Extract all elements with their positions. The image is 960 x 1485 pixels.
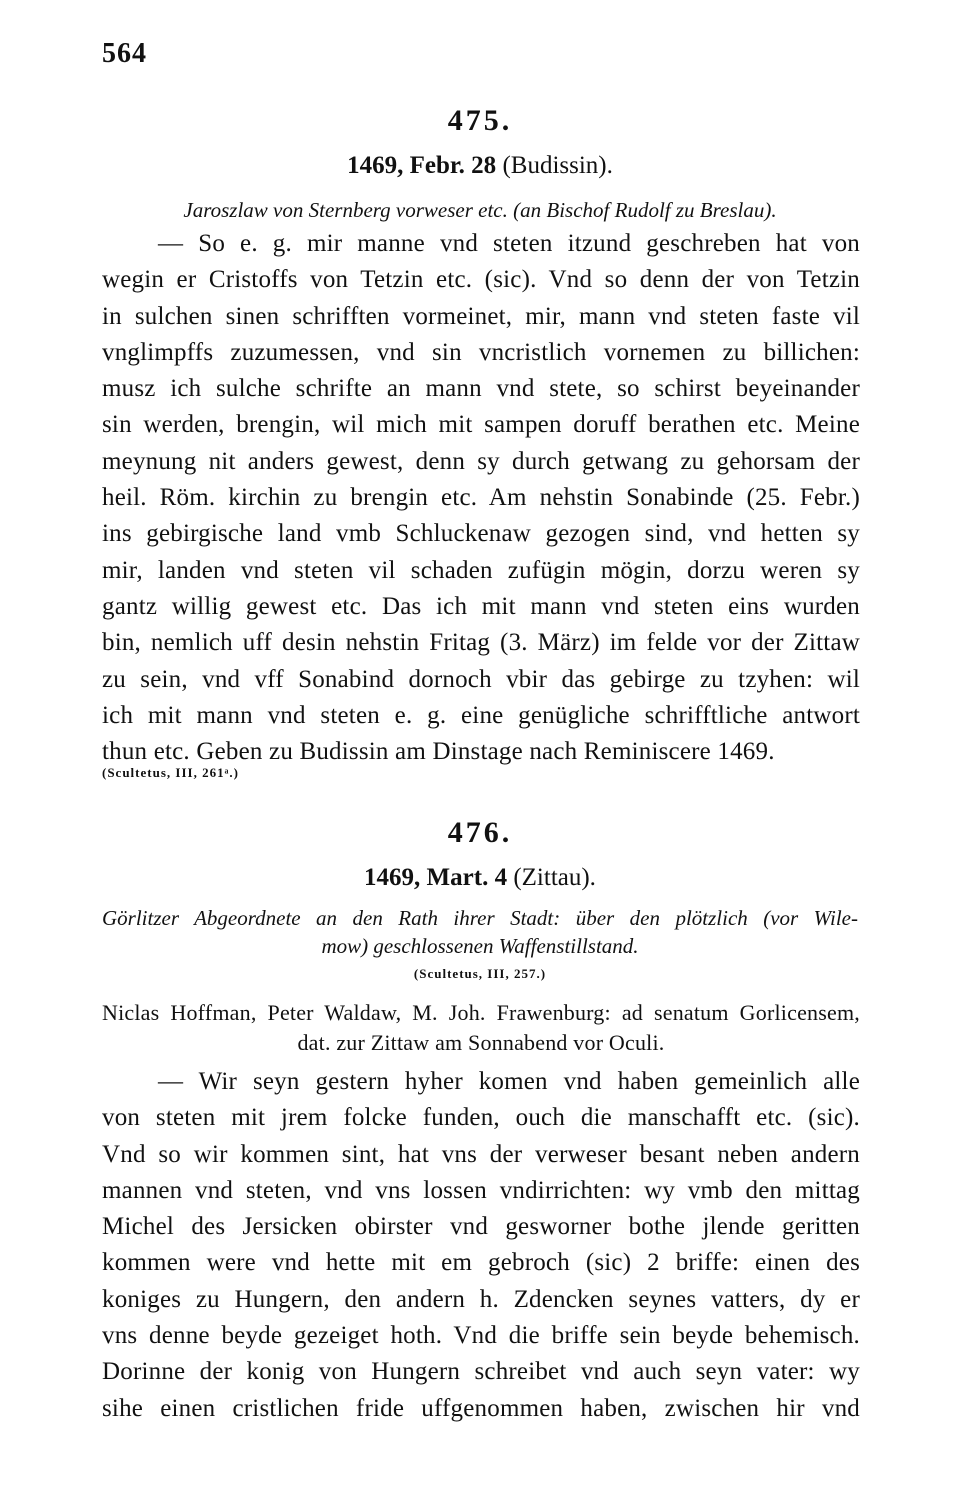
text-line: vns denne beyde gezeiget hoth. Vnd die briffe sein beyde behemisch. (102, 1322, 860, 1350)
text-line: kommen were vnd hette mit em gebroch (sic) 2 briffe: einen des (102, 1249, 860, 1277)
text-line: — So e. g. mir manne vnd steten itzund geschreben hat von (158, 230, 860, 257)
document-date-heading (0, 864, 960, 892)
text-line: meynung nit anders gewest, denn sy durch getwang zu gehorsam der (102, 447, 860, 475)
text-line: ich mit mann vnd steten e. g. eine genügliche schrifftliche antwort (102, 701, 860, 729)
text-line: bin, nemlich uff desin nehstin Fritag (3. März) im felde vor der Zittaw (102, 629, 860, 657)
address-line: Niclas Hoffman, Peter Waldaw, M. Joh. Frawenburg: ad senatum Gorlicensem, (102, 1000, 860, 1025)
address-line: dat. zur Zittaw am Sonnabend vor Oculi. (297, 1030, 665, 1055)
document-number: 476. (447, 816, 513, 849)
text-line: — Wir seyn gestern hyher komen vnd haben gemeinlich alle (158, 1068, 860, 1095)
regest-line: mow) geschlossenen Waffenstillstand. (321, 934, 639, 958)
text-line: in sulchen sinen schrifften vormeinet, mir, mann vnd steten faste vil (102, 302, 860, 330)
text-line: ins gebirgische land vmb Schluckenaw gezogen sind, vnd hetten sy (102, 520, 860, 548)
text-line: koniges zu Hungern, den andern h. Zdencken seynes vatters, dy er (102, 1285, 860, 1313)
text-line: vnglimpffs zuzumessen, vnd sin vncristlich vornemen zu billichen: (102, 338, 860, 366)
text-line: sihe einen cristlichen fride uffgenommen haben, zwischen hir vnd (102, 1394, 860, 1422)
document-address (102, 998, 860, 1058)
text-line: mir, landen vnd steten vil schaden zufügin mögin, dorzu weren sy (102, 556, 860, 584)
text-line: mannen vnd steten, vnd vns lossen vndirrichten: wy vmb den mittag (102, 1176, 860, 1204)
document-date: 1469, Mart. 4 (364, 864, 508, 891)
text-line: musz ich sulche schrifte an mann vnd stete, so schirst beyeinander (102, 375, 860, 403)
document-place: (Budissin). (502, 152, 613, 179)
regest-line: Görlitzer Abgeordnete an den Rath ihrer Stadt: über den plötzlich (vor Wile- (102, 906, 858, 930)
document-date-heading (0, 152, 960, 180)
text-line: gantz willig gewest etc. Das ich mit mann vnd steten eins wurden (102, 592, 860, 620)
text-line: wegin er Cristoffs von Tetzin etc. (sic). Vnd so denn der von Tetzin (102, 266, 860, 294)
document-date: 1469, Febr. 28 (347, 152, 497, 179)
text-line: zu sein, vnd vff Sonabind dornoch vbir das gebirge zu tzyhen: wil (102, 665, 860, 693)
document-regest: Jaroszlaw von Sternberg vorweser etc. (an Bischof Rudolf zu Breslau). (183, 198, 777, 222)
source-citation: (Scultetus, III, 257.) (413, 966, 547, 981)
document-regest (102, 904, 858, 960)
text-line: sin werden, brengin, wil mich mit sampen doruff berathen etc. Meine (102, 411, 860, 439)
document-number: 475. (447, 104, 513, 137)
text-line: heil. Röm. kirchin zu brengin etc. Am nehstin Sonabinde (25. Febr.) (102, 484, 860, 512)
document-text (102, 1064, 860, 1427)
text-line: Vnd so wir kommen sint, hat vns der verweser besant neben andern (102, 1140, 860, 1168)
document-place: (Zittau). (513, 864, 596, 891)
document-text (102, 226, 860, 770)
text-line: Michel des Jersicken obirster vnd gesworner bothe jlende geritten (102, 1213, 860, 1241)
text-line: von steten mit jrem folcke funden, ouch die manschafft etc. (sic). (102, 1104, 860, 1132)
text-line: Dorinne der konig von Hungern schreibet vnd auch seyn vater: wy (102, 1358, 860, 1386)
text-line: thun etc. Geben zu Budissin am Dinstage nach Reminiscere 1469. (102, 738, 775, 766)
source-citation: (Scultetus, III, 261ᵃ.) (102, 765, 239, 780)
page-number: 564 (102, 38, 147, 69)
